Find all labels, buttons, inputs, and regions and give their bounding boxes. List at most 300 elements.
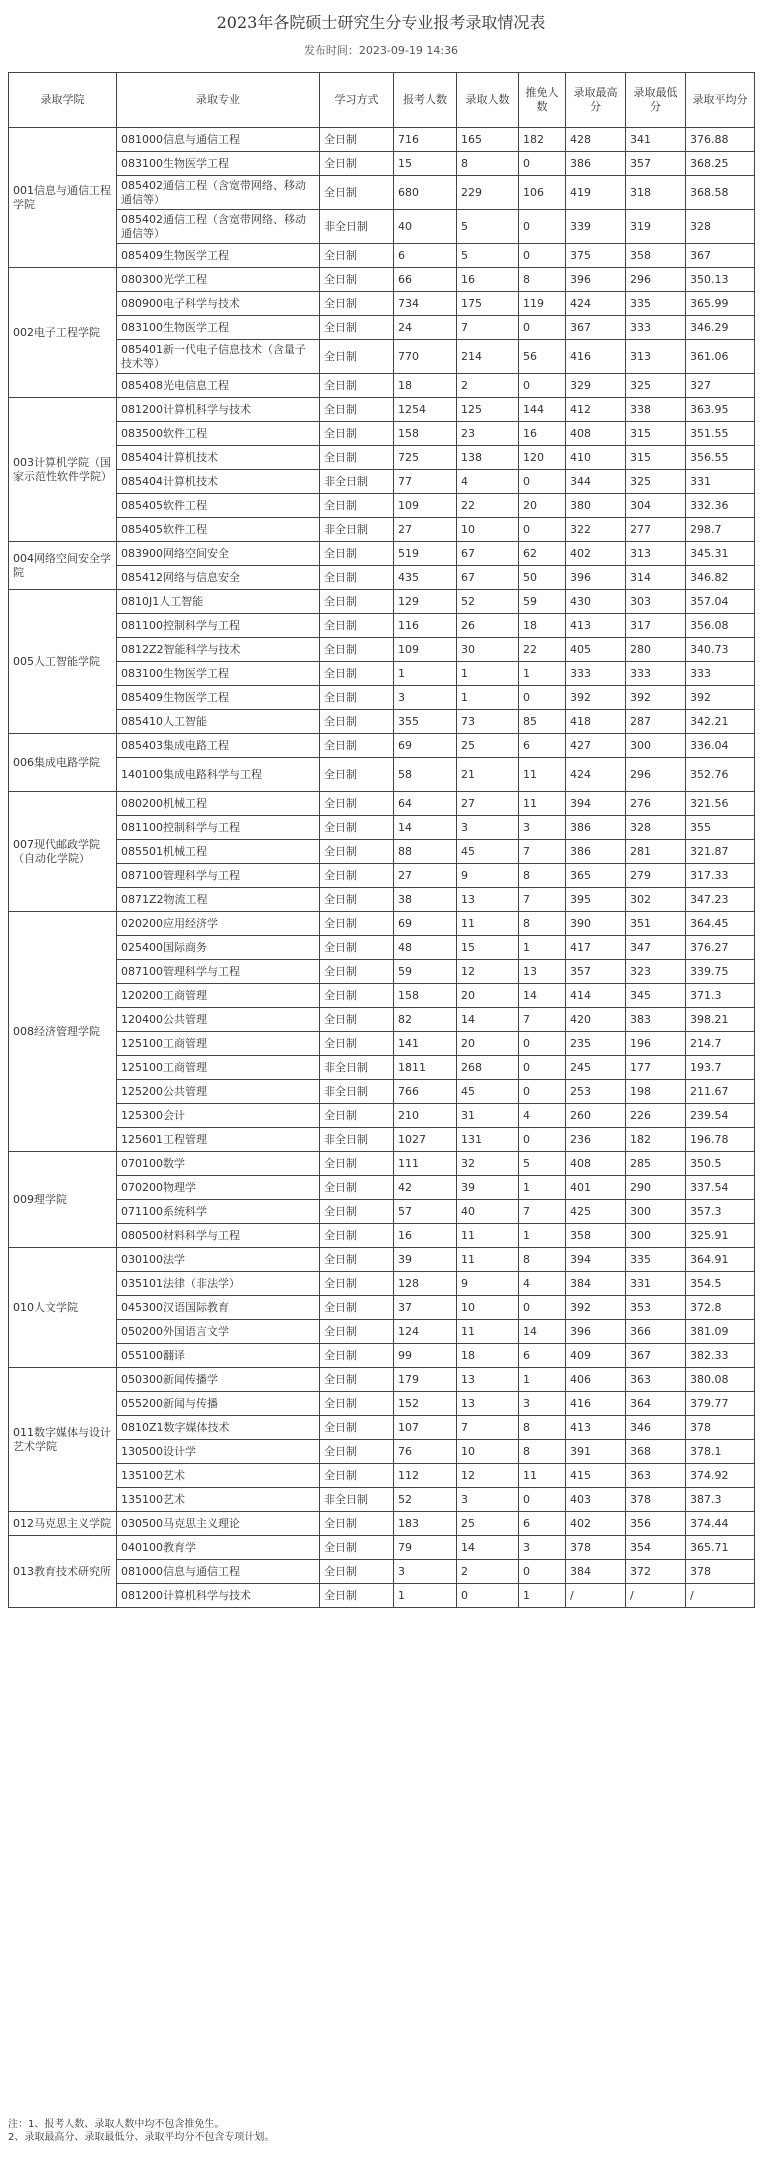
value-cell: 365.99 — [686, 292, 755, 316]
school-cell: 007现代邮政学院（自动化学院） — [9, 792, 117, 912]
value-cell: 11 — [457, 1320, 519, 1344]
table-row — [9, 128, 755, 152]
value-cell: 全日制 — [320, 1560, 394, 1584]
value-cell: 非全日制 — [320, 470, 394, 494]
value-cell: 387.3 — [686, 1488, 755, 1512]
value-cell: 40 — [457, 1200, 519, 1224]
major-cell: 083100生物医学工程 — [117, 316, 320, 340]
value-cell: 333 — [626, 662, 686, 686]
value-cell: 313 — [626, 542, 686, 566]
value-cell: 196 — [626, 1032, 686, 1056]
table-row — [9, 1248, 755, 1272]
value-cell: 321.87 — [686, 840, 755, 864]
value-cell: 50 — [519, 566, 566, 590]
value-cell: 全日制 — [320, 494, 394, 518]
value-cell: 165 — [457, 128, 519, 152]
value-cell: 20 — [457, 984, 519, 1008]
value-cell: 全日制 — [320, 816, 394, 840]
value-cell: 13 — [457, 1368, 519, 1392]
value-cell: 358 — [626, 244, 686, 268]
value-cell: 340.73 — [686, 638, 755, 662]
value-cell: 全日制 — [320, 1200, 394, 1224]
value-cell: 3 — [457, 816, 519, 840]
major-cell: 081200计算机科学与技术 — [117, 1584, 320, 1608]
column-header: 录取学院 — [9, 73, 117, 128]
value-cell: 全日制 — [320, 1344, 394, 1368]
value-cell: 37 — [394, 1296, 457, 1320]
value-cell: 27 — [394, 518, 457, 542]
major-cell: 070100数学 — [117, 1152, 320, 1176]
value-cell: 356 — [626, 1512, 686, 1536]
value-cell: 337.54 — [686, 1176, 755, 1200]
table-row — [9, 1416, 755, 1440]
value-cell: 302 — [626, 888, 686, 912]
value-cell: 300 — [626, 1224, 686, 1248]
table-row — [9, 1296, 755, 1320]
value-cell: 76 — [394, 1440, 457, 1464]
value-cell: 0 — [519, 1296, 566, 1320]
major-cell: 125100工商管理 — [117, 1056, 320, 1080]
value-cell: 144 — [519, 398, 566, 422]
value-cell: 全日制 — [320, 864, 394, 888]
value-cell: 290 — [626, 1176, 686, 1200]
major-cell: 030500马克思主义理论 — [117, 1512, 320, 1536]
value-cell: 357.04 — [686, 590, 755, 614]
value-cell: 全日制 — [320, 686, 394, 710]
value-cell: 339.75 — [686, 960, 755, 984]
table-row — [9, 494, 755, 518]
value-cell: 0 — [519, 316, 566, 340]
school-cell: 011数字媒体与设计艺术学院 — [9, 1368, 117, 1512]
value-cell: 182 — [519, 128, 566, 152]
value-cell: 405 — [566, 638, 626, 662]
value-cell: 300 — [626, 1200, 686, 1224]
value-cell: 64 — [394, 792, 457, 816]
table-row — [9, 422, 755, 446]
value-cell: 364 — [626, 1392, 686, 1416]
value-cell: 20 — [519, 494, 566, 518]
page-title: 2023年各院硕士研究生分专业报考录取情况表 — [216, 13, 546, 32]
value-cell: 1 — [519, 662, 566, 686]
table-row — [9, 152, 755, 176]
value-cell: 8 — [519, 912, 566, 936]
value-cell: 351 — [626, 912, 686, 936]
value-cell: 1811 — [394, 1056, 457, 1080]
value-cell: 1 — [457, 662, 519, 686]
value-cell: 3 — [457, 1488, 519, 1512]
value-cell: 196.78 — [686, 1128, 755, 1152]
table-row — [9, 912, 755, 936]
value-cell: 331 — [686, 470, 755, 494]
value-cell: 4 — [519, 1104, 566, 1128]
value-cell: 4 — [457, 470, 519, 494]
value-cell: 3 — [394, 686, 457, 710]
major-cell: 125100工商管理 — [117, 1032, 320, 1056]
value-cell: 384 — [566, 1560, 626, 1584]
table-row — [9, 1008, 755, 1032]
value-cell: 318 — [626, 176, 686, 210]
value-cell: 390 — [566, 912, 626, 936]
value-cell: 0 — [519, 518, 566, 542]
value-cell: 1 — [519, 1176, 566, 1200]
value-cell: 全日制 — [320, 984, 394, 1008]
value-cell: 73 — [457, 710, 519, 734]
table-row — [9, 960, 755, 984]
value-cell: 27 — [457, 792, 519, 816]
value-cell: 347 — [626, 936, 686, 960]
value-cell: 0 — [519, 470, 566, 494]
value-cell: 346.29 — [686, 316, 755, 340]
value-cell: 141 — [394, 1032, 457, 1056]
value-cell: 396 — [566, 268, 626, 292]
value-cell: 全日制 — [320, 1440, 394, 1464]
value-cell: 全日制 — [320, 292, 394, 316]
major-cell: 081100控制科学与工程 — [117, 816, 320, 840]
major-cell: 040100教育学 — [117, 1536, 320, 1560]
value-cell: 0 — [519, 1560, 566, 1584]
value-cell: 全日制 — [320, 1416, 394, 1440]
value-cell: 352.76 — [686, 758, 755, 792]
value-cell: 非全日制 — [320, 518, 394, 542]
value-cell: 10 — [457, 1296, 519, 1320]
value-cell: 13 — [457, 888, 519, 912]
table-row — [9, 710, 755, 734]
table-row — [9, 1584, 755, 1608]
value-cell: 296 — [626, 268, 686, 292]
value-cell: 346 — [626, 1416, 686, 1440]
value-cell: 372 — [626, 1560, 686, 1584]
major-cell: 125601工程管理 — [117, 1128, 320, 1152]
value-cell: 38 — [394, 888, 457, 912]
major-cell: 085404计算机技术 — [117, 470, 320, 494]
value-cell: 全日制 — [320, 1536, 394, 1560]
value-cell: 226 — [626, 1104, 686, 1128]
value-cell: 11 — [519, 758, 566, 792]
value-cell: 59 — [394, 960, 457, 984]
admission-table — [8, 72, 755, 1608]
major-cell: 085409生物医学工程 — [117, 686, 320, 710]
value-cell: 401 — [566, 1176, 626, 1200]
value-cell: 13 — [519, 960, 566, 984]
value-cell: 716 — [394, 128, 457, 152]
major-cell: 085412网络与信息安全 — [117, 566, 320, 590]
value-cell: 236 — [566, 1128, 626, 1152]
value-cell: 235 — [566, 1032, 626, 1056]
table-row — [9, 446, 755, 470]
column-header: 录取最低分 — [626, 73, 686, 128]
value-cell: 69 — [394, 912, 457, 936]
value-cell: 328 — [686, 210, 755, 244]
value-cell: 418 — [566, 710, 626, 734]
major-cell: 080900电子科学与技术 — [117, 292, 320, 316]
value-cell: 364.91 — [686, 1248, 755, 1272]
value-cell: 全日制 — [320, 1248, 394, 1272]
value-cell: 357.3 — [686, 1200, 755, 1224]
major-cell: 020200应用经济学 — [117, 912, 320, 936]
value-cell: 408 — [566, 422, 626, 446]
value-cell: 125 — [457, 398, 519, 422]
value-cell: 9 — [457, 1272, 519, 1296]
value-cell: 214.7 — [686, 1032, 755, 1056]
value-cell: 357 — [566, 960, 626, 984]
table-row — [9, 1320, 755, 1344]
value-cell: 384 — [566, 1272, 626, 1296]
value-cell: 52 — [394, 1488, 457, 1512]
value-cell: 333 — [566, 662, 626, 686]
table-row — [9, 984, 755, 1008]
value-cell: 368.58 — [686, 176, 755, 210]
value-cell: 124 — [394, 1320, 457, 1344]
value-cell: 350.13 — [686, 268, 755, 292]
value-cell: 351.55 — [686, 422, 755, 446]
value-cell: 368.25 — [686, 152, 755, 176]
value-cell: 332.36 — [686, 494, 755, 518]
table-row — [9, 566, 755, 590]
value-cell: 279 — [626, 864, 686, 888]
table-row — [9, 268, 755, 292]
value-cell: 198 — [626, 1080, 686, 1104]
publish-time: 发布时间：2023-09-19 14:36 — [303, 44, 459, 57]
table-row — [9, 936, 755, 960]
school-cell: 002电子工程学院 — [9, 268, 117, 398]
value-cell: 56 — [519, 340, 566, 374]
value-cell: 770 — [394, 340, 457, 374]
major-cell: 083900网络空间安全 — [117, 542, 320, 566]
value-cell: 382.33 — [686, 1344, 755, 1368]
table-row — [9, 1032, 755, 1056]
table-row — [9, 542, 755, 566]
major-cell: 085501机械工程 — [117, 840, 320, 864]
value-cell: 25 — [457, 1512, 519, 1536]
value-cell: 85 — [519, 710, 566, 734]
table-row — [9, 1536, 755, 1560]
major-cell: 071100系统科学 — [117, 1200, 320, 1224]
value-cell: 350.5 — [686, 1152, 755, 1176]
value-cell: 全日制 — [320, 1392, 394, 1416]
value-cell: 6 — [519, 1512, 566, 1536]
value-cell: 7 — [519, 1200, 566, 1224]
value-cell: 152 — [394, 1392, 457, 1416]
value-cell: 120 — [519, 446, 566, 470]
table-row — [9, 1128, 755, 1152]
major-cell: 120400公共管理 — [117, 1008, 320, 1032]
table-row — [9, 734, 755, 758]
value-cell: 335 — [626, 1248, 686, 1272]
value-cell: 414 — [566, 984, 626, 1008]
value-cell: 253 — [566, 1080, 626, 1104]
value-cell: 336.04 — [686, 734, 755, 758]
table-row — [9, 662, 755, 686]
major-cell: 081000信息与通信工程 — [117, 128, 320, 152]
value-cell: 766 — [394, 1080, 457, 1104]
value-cell: 67 — [457, 542, 519, 566]
table-row — [9, 398, 755, 422]
value-cell: 365.71 — [686, 1536, 755, 1560]
value-cell: 0 — [457, 1584, 519, 1608]
major-cell: 081100控制科学与工程 — [117, 614, 320, 638]
table-row — [9, 792, 755, 816]
value-cell: 394 — [566, 1248, 626, 1272]
value-cell: 314 — [626, 566, 686, 590]
admission-table-container — [8, 72, 754, 1608]
table-row — [9, 244, 755, 268]
major-cell: 083500软件工程 — [117, 422, 320, 446]
value-cell: 全日制 — [320, 638, 394, 662]
major-cell: 080500材料科学与工程 — [117, 1224, 320, 1248]
value-cell: 328 — [626, 816, 686, 840]
value-cell: 376.88 — [686, 128, 755, 152]
value-cell: 59 — [519, 590, 566, 614]
value-cell: 全日制 — [320, 1464, 394, 1488]
value-cell: 322 — [566, 518, 626, 542]
value-cell: 339 — [566, 210, 626, 244]
value-cell: 全日制 — [320, 710, 394, 734]
value-cell: 342.21 — [686, 710, 755, 734]
value-cell: 0 — [519, 1128, 566, 1152]
major-cell: 083100生物医学工程 — [117, 152, 320, 176]
table-row — [9, 1440, 755, 1464]
table-row — [9, 1056, 755, 1080]
value-cell: 全日制 — [320, 128, 394, 152]
value-cell: 428 — [566, 128, 626, 152]
value-cell: 14 — [457, 1536, 519, 1560]
value-cell: 22 — [519, 638, 566, 662]
value-cell: 392 — [686, 686, 755, 710]
value-cell: 398.21 — [686, 1008, 755, 1032]
value-cell: 183 — [394, 1512, 457, 1536]
value-cell: 383 — [626, 1008, 686, 1032]
value-cell: 22 — [457, 494, 519, 518]
value-cell: 303 — [626, 590, 686, 614]
value-cell: 395 — [566, 888, 626, 912]
value-cell: 402 — [566, 542, 626, 566]
value-cell: 280 — [626, 638, 686, 662]
value-cell: 26 — [457, 614, 519, 638]
value-cell: 16 — [519, 422, 566, 446]
major-cell: 135100艺术 — [117, 1464, 320, 1488]
table-row — [9, 1344, 755, 1368]
value-cell: 全日制 — [320, 1320, 394, 1344]
value-cell: 8 — [519, 268, 566, 292]
major-cell: 087100管理科学与工程 — [117, 960, 320, 984]
value-cell: 7 — [519, 840, 566, 864]
value-cell: 非全日制 — [320, 1128, 394, 1152]
value-cell: 410 — [566, 446, 626, 470]
value-cell: 全日制 — [320, 446, 394, 470]
value-cell: 全日制 — [320, 960, 394, 984]
value-cell: 99 — [394, 1344, 457, 1368]
value-cell: 378 — [686, 1560, 755, 1584]
major-cell: 085402通信工程（含宽带网络、移动通信等） — [117, 210, 320, 244]
value-cell: 403 — [566, 1488, 626, 1512]
value-cell: 11 — [457, 1248, 519, 1272]
value-cell: 全日制 — [320, 1368, 394, 1392]
column-header: 报考人数 — [394, 73, 457, 128]
value-cell: 409 — [566, 1344, 626, 1368]
value-cell: 全日制 — [320, 614, 394, 638]
major-cell: 050300新闻传播学 — [117, 1368, 320, 1392]
value-cell: 111 — [394, 1152, 457, 1176]
value-cell: 11 — [457, 912, 519, 936]
value-cell: 非全日制 — [320, 1056, 394, 1080]
value-cell: 374.44 — [686, 1512, 755, 1536]
value-cell: 45 — [457, 1080, 519, 1104]
value-cell: 8 — [519, 1416, 566, 1440]
value-cell: 381.09 — [686, 1320, 755, 1344]
major-cell: 025400国际商务 — [117, 936, 320, 960]
value-cell: 全日制 — [320, 566, 394, 590]
value-cell: 355 — [394, 710, 457, 734]
school-cell: 010人文学院 — [9, 1248, 117, 1368]
value-cell: 27 — [394, 864, 457, 888]
major-cell: 140100集成电路科学与工程 — [117, 758, 320, 792]
value-cell: 2 — [457, 1560, 519, 1584]
value-cell: 40 — [394, 210, 457, 244]
value-cell: 全日制 — [320, 398, 394, 422]
value-cell: 全日制 — [320, 244, 394, 268]
value-cell: 374.92 — [686, 1464, 755, 1488]
value-cell: 11 — [457, 1224, 519, 1248]
value-cell: 158 — [394, 984, 457, 1008]
value-cell: 1254 — [394, 398, 457, 422]
major-cell: 081000信息与通信工程 — [117, 1560, 320, 1584]
value-cell: 0 — [519, 210, 566, 244]
table-body — [9, 128, 755, 1608]
value-cell: 全日制 — [320, 1008, 394, 1032]
major-cell: 0812Z2智能科学与技术 — [117, 638, 320, 662]
table-row — [9, 840, 755, 864]
column-header: 推免人数 — [519, 73, 566, 128]
value-cell: 345 — [626, 984, 686, 1008]
value-cell: 313 — [626, 340, 686, 374]
value-cell: 182 — [626, 1128, 686, 1152]
value-cell: 354.5 — [686, 1272, 755, 1296]
value-cell: 372.8 — [686, 1296, 755, 1320]
table-row — [9, 1512, 755, 1536]
value-cell: 368 — [626, 1440, 686, 1464]
value-cell: 300 — [626, 734, 686, 758]
value-cell: 0 — [519, 1032, 566, 1056]
value-cell: 8 — [519, 1440, 566, 1464]
value-cell: 5 — [457, 244, 519, 268]
value-cell: 11 — [519, 1464, 566, 1488]
value-cell: 全日制 — [320, 792, 394, 816]
value-cell: 5 — [519, 1152, 566, 1176]
major-cell: 055200新闻与传播 — [117, 1392, 320, 1416]
column-header: 学习方式 — [320, 73, 394, 128]
value-cell: 66 — [394, 268, 457, 292]
value-cell: 380 — [566, 494, 626, 518]
value-cell: 245 — [566, 1056, 626, 1080]
value-cell: 13 — [457, 1392, 519, 1416]
value-cell: 0 — [519, 686, 566, 710]
major-cell: 085403集成电路工程 — [117, 734, 320, 758]
table-row — [9, 614, 755, 638]
table-row — [9, 340, 755, 374]
table-header-row — [9, 73, 755, 128]
value-cell: 357 — [626, 152, 686, 176]
value-cell: 425 — [566, 1200, 626, 1224]
value-cell: 175 — [457, 292, 519, 316]
major-cell: 085405软件工程 — [117, 494, 320, 518]
value-cell: 11 — [519, 792, 566, 816]
value-cell: 365 — [566, 864, 626, 888]
value-cell: 347.23 — [686, 888, 755, 912]
major-cell: 030100法学 — [117, 1248, 320, 1272]
value-cell: 0 — [519, 152, 566, 176]
column-header: 录取专业 — [117, 73, 320, 128]
value-cell: 0 — [519, 244, 566, 268]
